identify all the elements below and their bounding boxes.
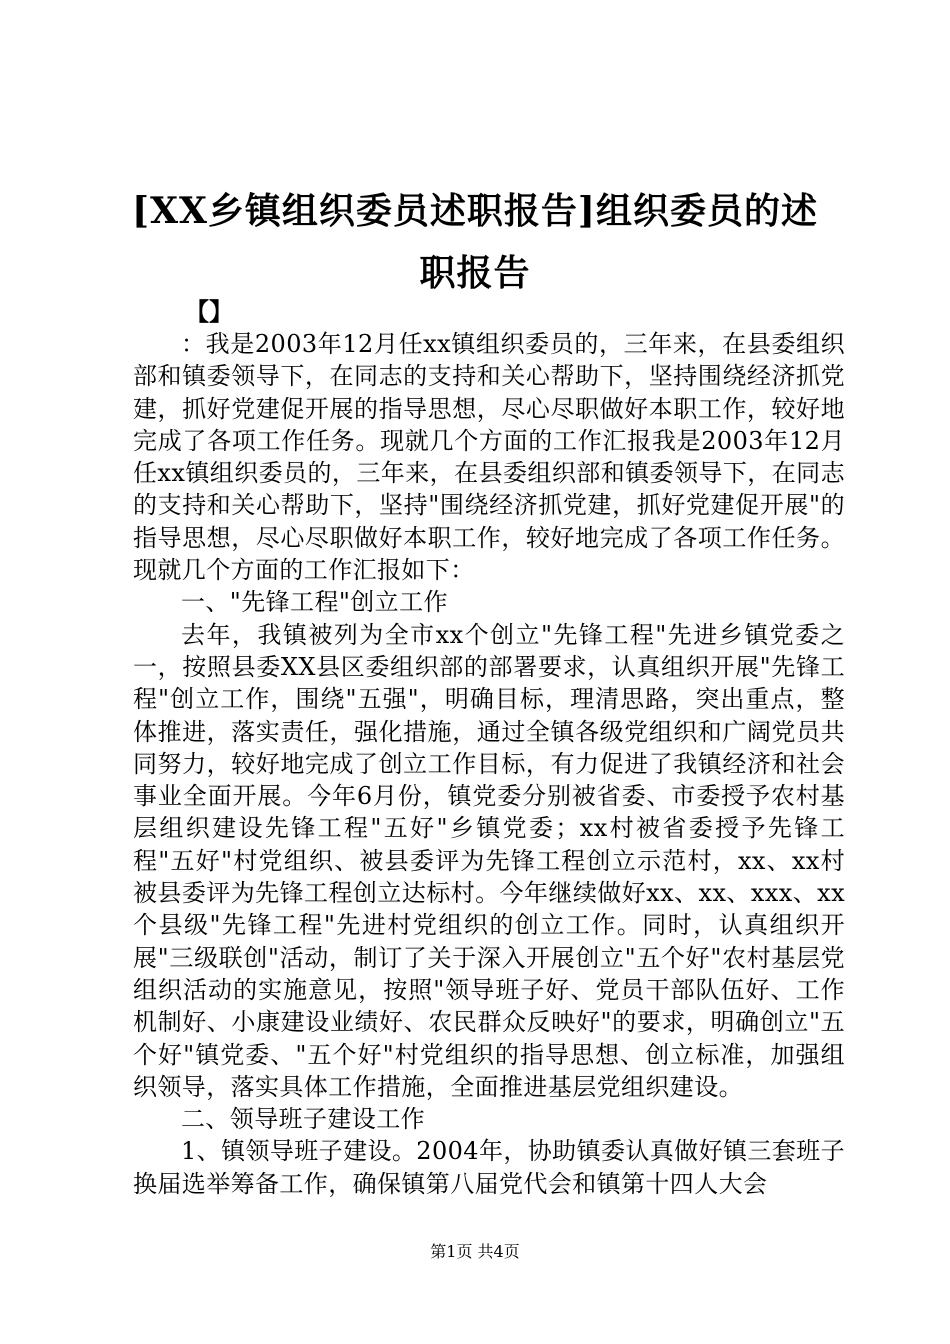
- section-heading-2: 二、领导班子建设工作: [181, 1105, 425, 1134]
- paragraph-intro: ：我是2003年12月任xx镇组织委员的，三年来，在县委组织部和镇委领导下，在同志的支持和关心帮助下，坚持围绕经济抓党建，抓好党建促开展的指导思想，尽心尽职做好本职工作，较好地完成了各项工作任务。现就几个方面的工作汇报我是2003年12月任xx镇组织委员的，三年来，在县委组织部和镇委领导下，在同志的支持和关心帮助下，坚持"围绕经济抓党建，抓好党建促开展"的指导思想，尽心尽职做好本职工作，较好地完成了各项工作任务。现就几个方面的工作汇报如下：: [133, 330, 845, 585]
- document-body: [133, 328, 845, 1200]
- bracket-placeholder: 【】: [185, 297, 233, 326]
- section-heading-1: 一、"先锋工程"创立工作: [181, 588, 448, 617]
- paragraph-section-2: 1、镇领导班子建设。2004年，协助镇委认真做好镇三套班子换届选举筹备工作，确保镇第八届党代会和镇第十四人大会: [133, 1137, 845, 1198]
- paragraph-section-1: 去年，我镇被列为全市xx个创立"先锋工程"先进乡镇党委之一，按照县委XX县区委组织部的部署要求，认真组织开展"先锋工程"创立工作，围绕"五强"，明确目标，理清思路，突出重点，整体推进，落实责任，强化措施，通过全镇各级党组织和广阔党员共同努力，较好地完成了创立工作目标，有力促进了我镇经济和社会事业全面开展。今年6月份，镇党委分别被省委、市委授予农村基层组织建设先锋工程"五好"乡镇党委；xx村被省委授予先锋工程"五好"村党组织、被县委评为先锋工程创立示范村，xx、xx村被县委评为先锋工程创立达标村。今年继续做好xx、xx、xxx、xx个县级"先锋工程"先进村党组织的创立工作。同时，认真组织开展"三级联创"活动，制订了关于深入开展创立"五个好"农村基层党组织活动的实施意见，按照"领导班子好、党员干部队伍好、工作机制好、小康建设业绩好、农民群众反映好"的要求，明确创立"五个好"镇党委、"五个好"村党组织的指导思想、创立标准，加强组织领导，落实具体工作措施，全面推进基层党组织建设。: [133, 620, 845, 1101]
- page-footer: 第1页 共4页: [430, 1242, 520, 1261]
- document-title: [XX乡镇组织委员述职报告]组织委员的述职报告: [132, 190, 818, 294]
